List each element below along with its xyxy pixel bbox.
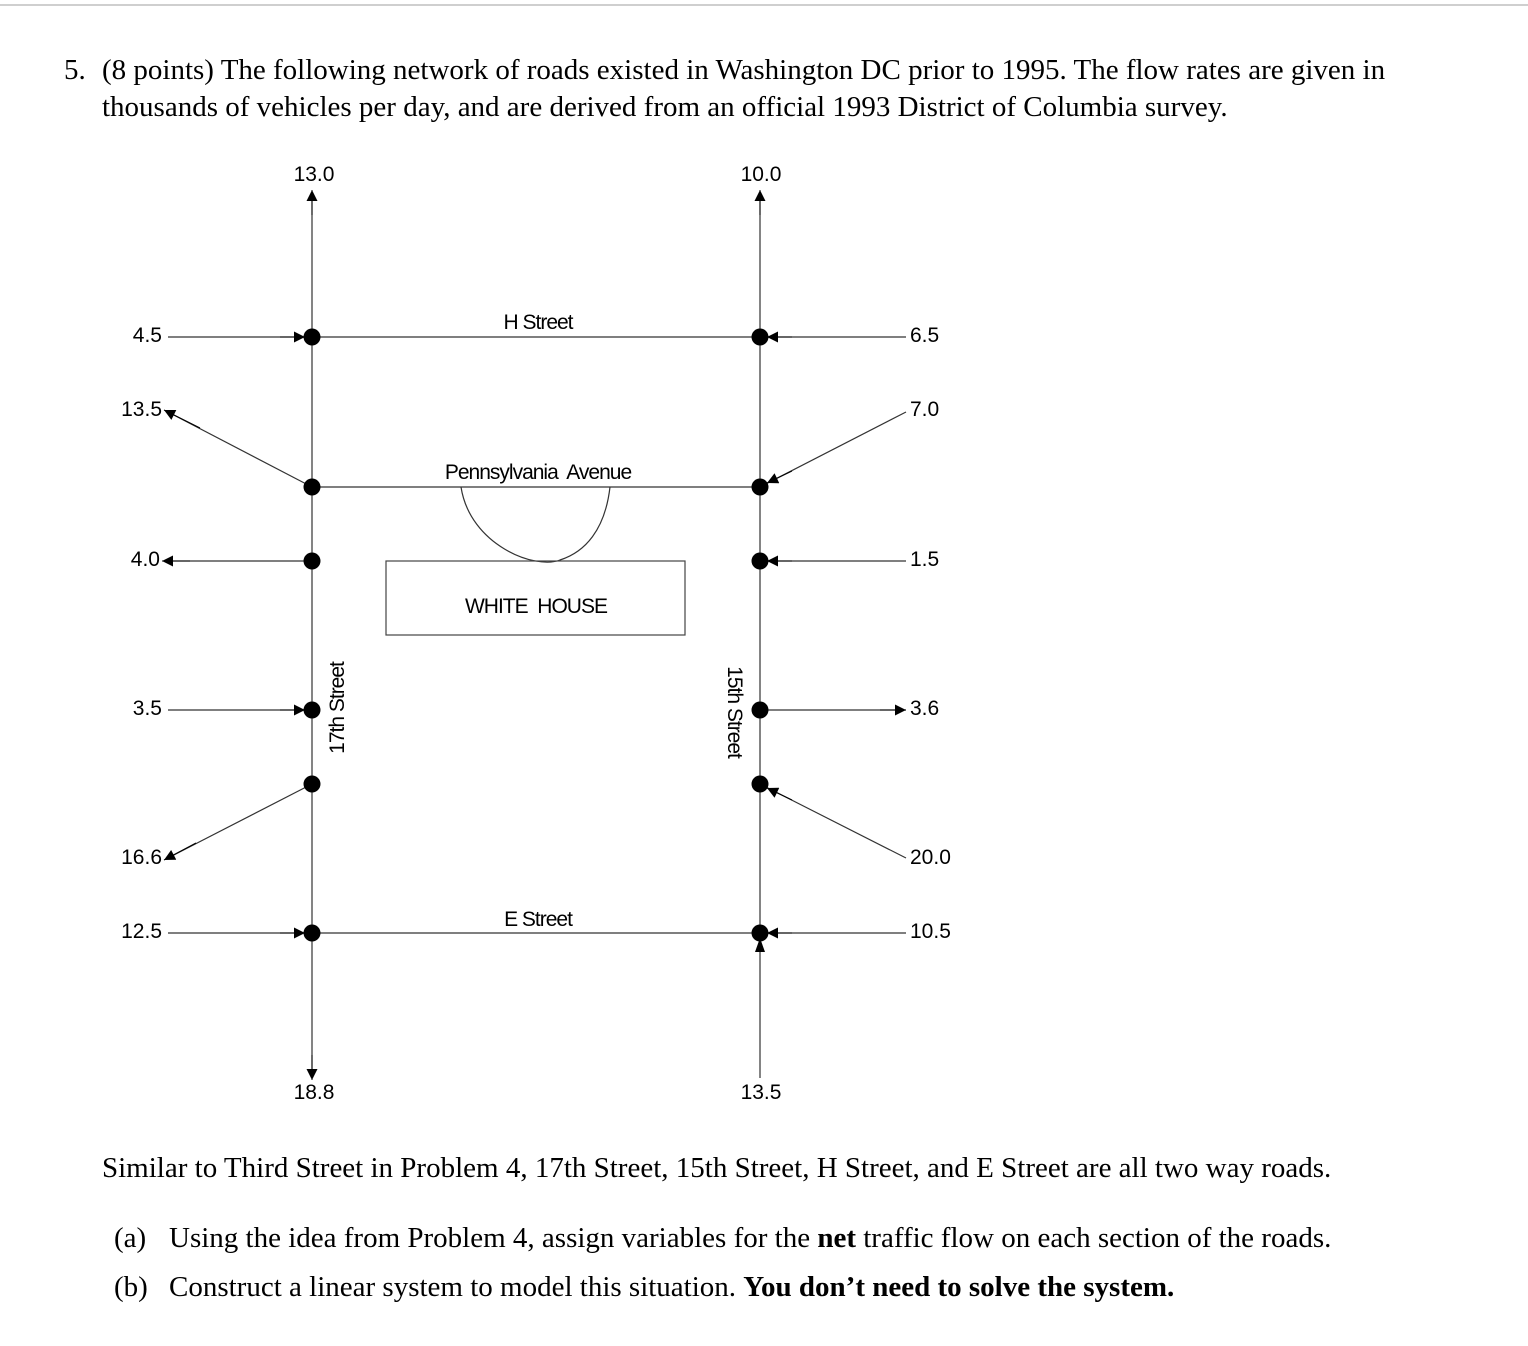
white-house-drive: [461, 487, 610, 562]
node-15th-20: [752, 776, 769, 793]
node-17th-166: [304, 776, 321, 793]
pennsylvania-avenue-label: Pennsylvania Avenue: [444, 461, 632, 484]
part-b-bold: You don’t need to solve the system.: [743, 1271, 1175, 1303]
flow-right-h: 6.5: [910, 324, 940, 347]
flow-left-penn: 13.5: [121, 398, 162, 421]
flow-top-17th: 13.0: [293, 163, 335, 186]
node-17th-e: [304, 925, 321, 942]
flow-bottom-15th: 13.5: [740, 1081, 782, 1104]
flow-left-35: 3.5: [132, 697, 162, 720]
node-17th-penn: [304, 479, 321, 496]
flow-top-15th: 10.0: [740, 163, 782, 186]
problem-text: (8 points) The following network of roads existed in Washington DC prior to 1995. The flow rates are given in thousands of vehicles per day, and are derived from an official 1993 District of Columbia survey.: [102, 54, 1386, 123]
flow-right-15: 1.5: [910, 548, 940, 571]
flow-left-e: 12.5: [121, 920, 162, 943]
part-b: [114, 1269, 1174, 1306]
part-b-text-before: Construct a linear system to model this situation.: [169, 1271, 744, 1303]
node-17th-4: [304, 553, 321, 570]
node-15th-36: [752, 702, 769, 719]
e-street-label: E Street: [504, 908, 572, 931]
flow-left-4: 4.0: [130, 548, 160, 571]
part-a-label: (a): [114, 1222, 147, 1254]
flow-left-h: 4.5: [132, 324, 162, 347]
flow-left-166: 16.6: [121, 846, 162, 869]
node-17th-35: [304, 702, 321, 719]
node-15th-e: [752, 925, 769, 942]
arrow-in-se-20: [767, 788, 792, 800]
arrow-out-penn-west: [164, 410, 200, 428]
part-a-bold: net: [817, 1222, 856, 1254]
node-15th-h: [752, 329, 769, 346]
arrow-out-sw-166: [164, 843, 196, 860]
seventeenth-street-label: 17th Street: [326, 662, 349, 754]
h-street-label: H Street: [503, 311, 573, 334]
flow-bottom-17th: 18.8: [293, 1081, 335, 1104]
part-b-label: (b): [114, 1271, 148, 1303]
white-house-label: WHITE HOUSE: [464, 595, 608, 618]
node-15th-penn: [752, 479, 769, 496]
arrow-in-penn-east: [767, 471, 792, 483]
part-a-text-before: Using the idea from Problem 4, assign variables for the: [169, 1222, 818, 1254]
flow-right-penn: 7.0: [910, 398, 940, 421]
fifteenth-street-label: 15th Street: [723, 666, 746, 758]
follow-up-paragraph: Similar to Third Street in Problem 4, 17th Street, 15th Street, H Street, and E Street are all two way roads.: [102, 1152, 1332, 1184]
flow-right-36: 3.6: [910, 697, 940, 720]
flow-right-20: 20.0: [910, 846, 951, 869]
node-15th-15: [752, 553, 769, 570]
part-a-text-after: traffic flow on each section of the roads.: [856, 1222, 1332, 1254]
flow-right-e: 10.5: [910, 920, 951, 943]
part-a: [114, 1220, 1331, 1257]
problem-number: 5.: [64, 54, 86, 86]
node-17th-h: [304, 329, 321, 346]
